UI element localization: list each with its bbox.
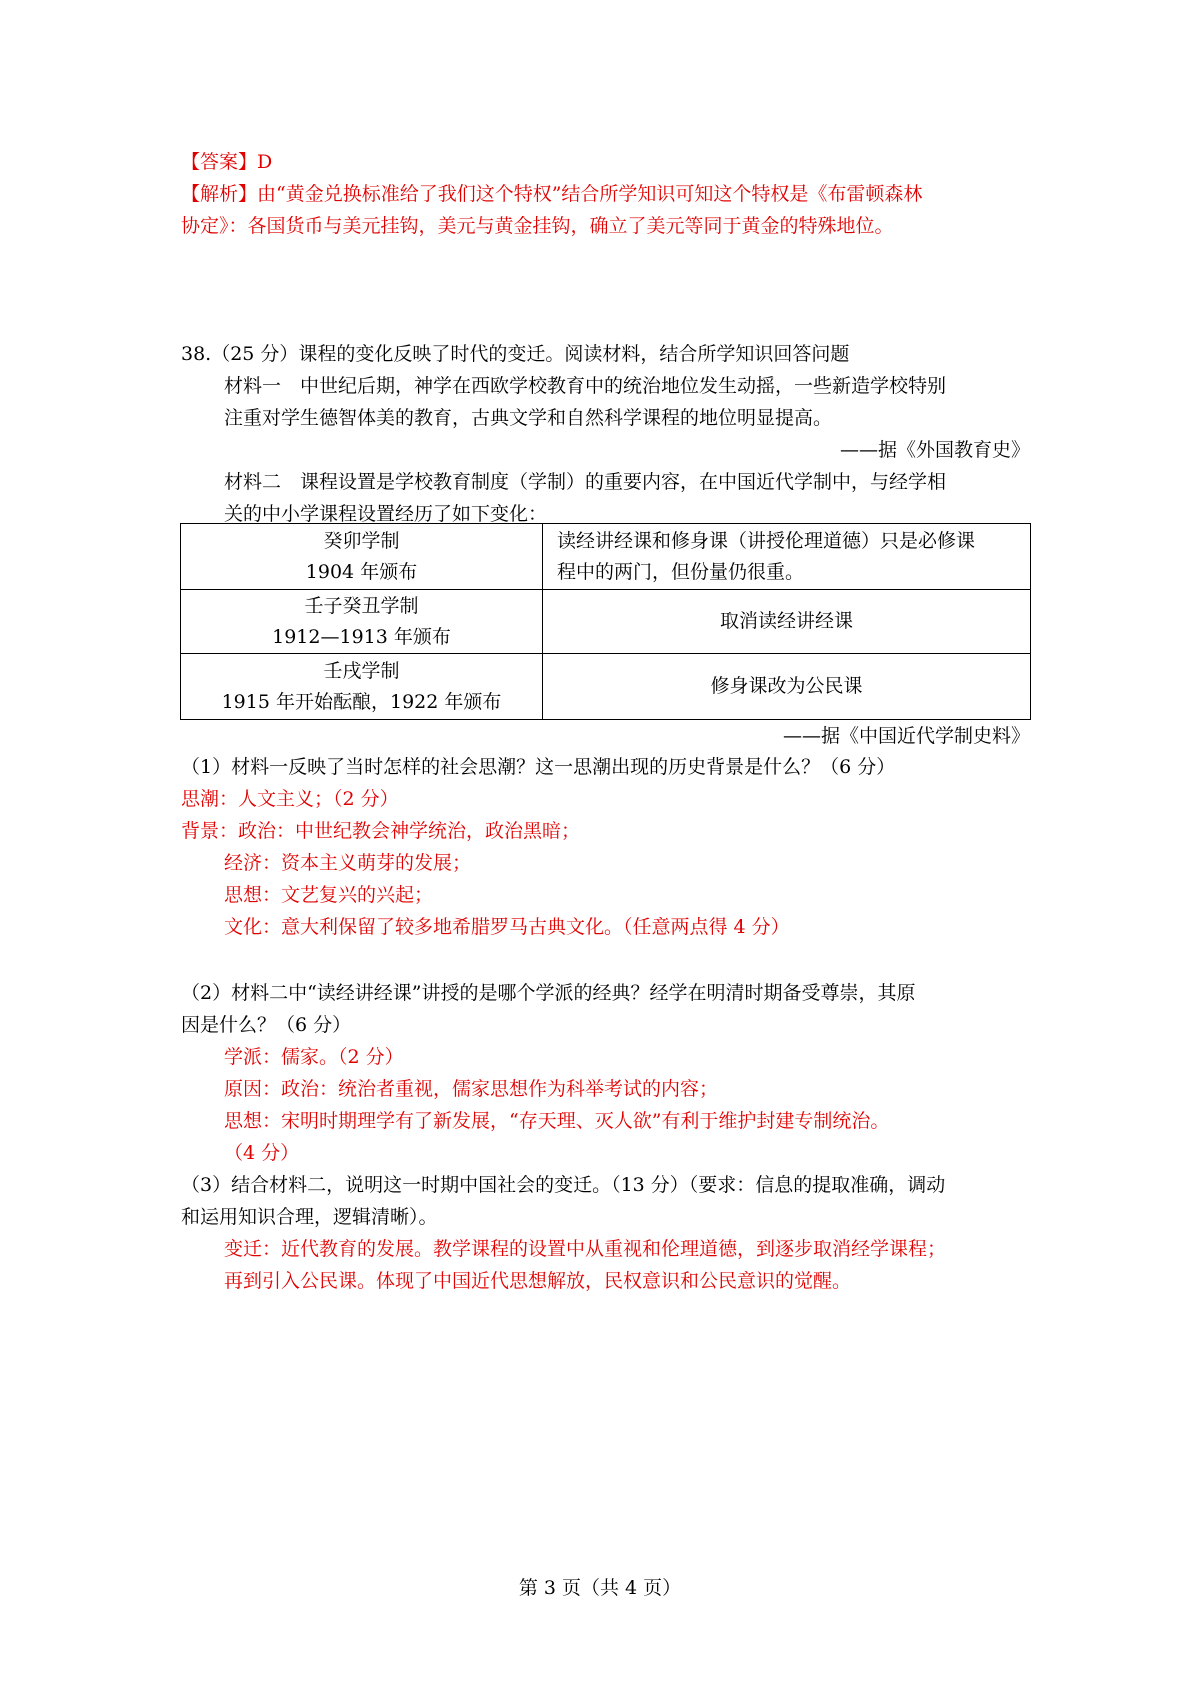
q1-answer-thought: 思想：文艺复兴的兴起； [224,884,434,906]
q2-answer-school: 学派：儒家。（2 分） [224,1046,404,1068]
table-row [181,590,1031,654]
q3-prompt-line-1: （3）结合材料二，说明这一时期中国社会的变迁。（13 分）（要求：信息的提取准确，调动 [181,1174,946,1196]
material-1-line-1: 材料一 中世纪后期，神学在西欧学校教育中的统治地位发生动摇，一些新造学校特别 [224,375,947,397]
q1-answer-culture: 文化：意大利保留了较多地希腊罗马古典文化。（任意两点得 4 分） [224,916,790,938]
material-2-line-1: 材料二 课程设置是学校教育制度（学制）的重要内容，在中国近代学制中，与经学相 [224,471,947,493]
q3-answer-line-2: 再到引入公民课。体现了中国近代思想解放，民权意识和公民意识的觉醒。 [224,1270,852,1292]
q2-prompt-line-1: （2）材料二中“读经讲经课”讲授的是哪个学派的经典？经学在明清时期备受尊崇，其原 [181,982,916,1004]
q2-answer-score: （4 分） [224,1142,300,1164]
q3-prompt-line-2: 和运用知识合理，逻辑清晰）。 [181,1206,438,1228]
analysis-line-1: 【解析】由“黄金兑换标准给了我们这个特权”结合所学知识可知这个特权是《布雷顿森林 [181,183,923,205]
system-date: 1904 年颁布 [305,560,418,583]
q1-answer-trend: 思潮：人文主义；（2 分） [181,788,399,810]
table-row [181,654,1031,720]
change-text-1: 读经讲经课和修身课（讲授伦理道德）只是必修课 [557,529,976,552]
change-cell [543,654,1031,720]
q3-answer-line-1: 变迁：近代教育的发展。教学课程的设置中从重视和伦理道德，到逐步取消经学课程； [224,1238,947,1260]
change-text-2: 程中的两门，但份量仍很重。 [557,560,805,583]
answer-line: 【答案】D [181,151,273,173]
question-title: 38.（25 分）课程的变化反映了时代的变迁。阅读材料，结合所学知识回答问题 [181,343,850,365]
system-name: 癸卯学制 [323,529,400,552]
q1-answer-background: 背景：政治：中世纪教会神学统治，政治黑暗； [181,820,581,842]
system-name: 壬戌学制 [323,659,400,682]
material-1-line-2: 注重对学生德智体美的教育，古典文学和自然科学课程的地位明显提高。 [224,407,833,429]
q2-prompt-line-2: 因是什么？（6 分） [181,1014,352,1036]
change-cell [543,524,1031,590]
system-cell [181,654,543,720]
system-cell [181,590,543,654]
change-cell [543,590,1031,654]
system-name: 壬子癸丑学制 [304,594,419,617]
q1-prompt: （1）材料一反映了当时怎样的社会思潮？这一思潮出现的历史背景是什么？（6 分） [181,756,896,778]
change-text-1: 取消读经讲经课 [719,610,853,632]
change-text-1: 修身课改为公民课 [710,675,863,697]
analysis-line-2: 协定》：各国货币与美元挂钩，美元与黄金挂钩，确立了美元等同于黄金的特殊地位。 [181,215,894,237]
system-date: 1912—1913 年颁布 [272,625,451,648]
material-2-line-2: 关的中小学课程设置经历了如下变化： [224,503,548,525]
q1-answer-economy: 经济：资本主义萌芽的发展； [224,852,472,874]
system-date: 1915 年开始酝酿，1922 年颁布 [221,690,502,713]
course-change-table [180,523,1031,720]
table-row [181,524,1031,590]
system-cell [181,524,543,590]
page-footer: 第 3 页（共 4 页） [518,1577,682,1599]
material-1-source: ——据《外国教育史》 [839,439,1030,461]
material-2-source: ——据《中国近代学制史料》 [782,725,1030,747]
q2-answer-reason: 原因：政治：统治者重视，儒家思想作为科举考试的内容； [224,1078,719,1100]
q2-answer-thought: 思想：宋明时期理学有了新发展，“存天理、灭人欲”有利于维护封建专制统治。 [224,1110,890,1132]
